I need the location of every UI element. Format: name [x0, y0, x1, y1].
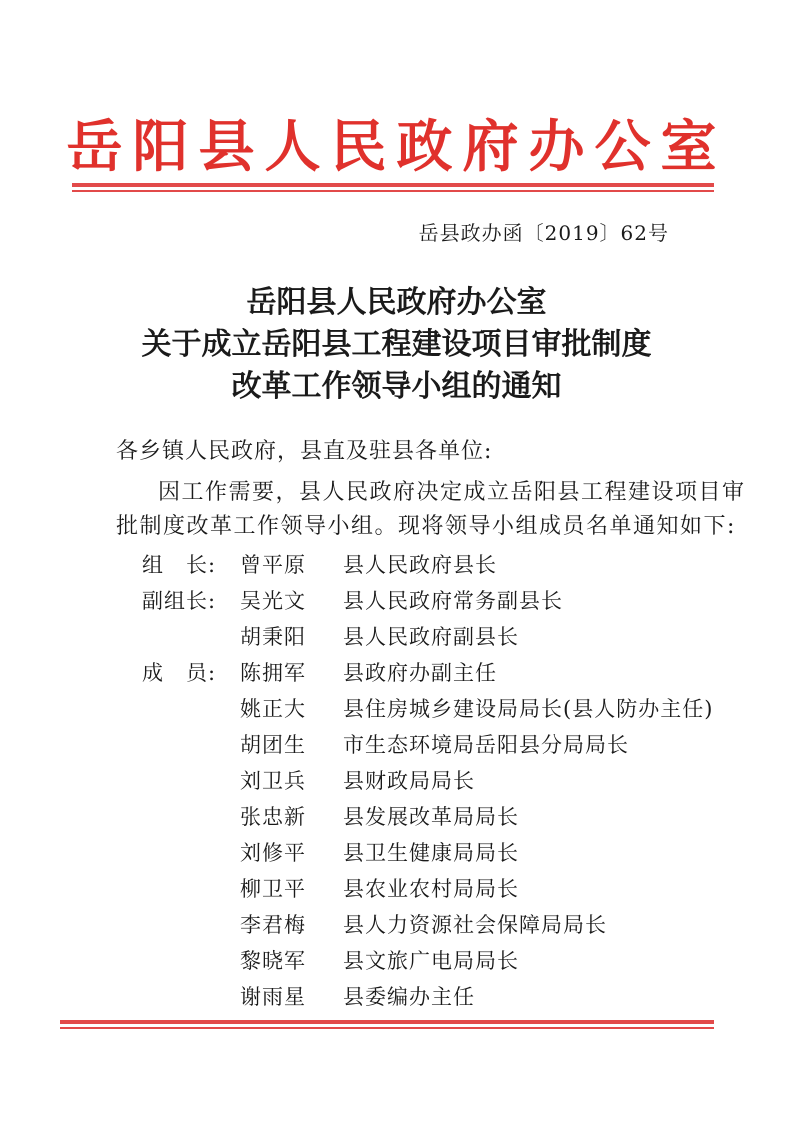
member-name: 刘修平 — [240, 841, 306, 865]
member-role: 组 长: — [142, 553, 217, 577]
member-title: 县政府办副主任 — [343, 661, 497, 685]
member-name: 胡团生 — [240, 733, 306, 757]
title-line-2: 关于成立岳阳县工程建设项目审批制度 — [141, 327, 652, 362]
member-row — [0, 621, 793, 657]
member-name: 胡秉阳 — [240, 625, 306, 649]
member-name: 谢雨星 — [240, 985, 306, 1009]
title-line-3: 改革工作领导小组的通知 — [231, 369, 562, 404]
member-row — [0, 657, 793, 693]
member-role: 副组长: — [142, 589, 217, 613]
member-row — [0, 729, 793, 765]
member-title: 县人民政府常务副县长 — [343, 589, 563, 613]
member-name: 李君梅 — [240, 913, 306, 937]
member-name: 张忠新 — [240, 805, 306, 829]
member-row — [0, 801, 793, 837]
member-title: 县农业农村局局长 — [343, 877, 519, 901]
member-row — [0, 981, 793, 1017]
member-title: 县发展改革局局长 — [343, 805, 519, 829]
member-title: 县委编办主任 — [343, 985, 475, 1009]
member-name: 黎晓军 — [240, 949, 306, 973]
member-title: 县卫生健康局局长 — [343, 841, 519, 865]
member-title: 县人民政府副县长 — [343, 625, 519, 649]
member-title: 县文旅广电局局长 — [343, 949, 519, 973]
document-number: 岳县政办函〔2019〕62号 — [418, 221, 669, 245]
member-name: 柳卫平 — [240, 877, 306, 901]
member-title: 县人民政府县长 — [343, 553, 497, 577]
body-line-2: 批制度改革工作领导小组。现将领导小组成员名单通知如下: — [116, 514, 736, 539]
member-row — [0, 585, 793, 621]
masthead-rule-thick — [72, 183, 714, 187]
member-row — [0, 765, 793, 801]
member-row — [0, 909, 793, 945]
member-title: 县住房城乡建设局局长(县人防办主任) — [343, 697, 714, 721]
member-name: 吴光文 — [240, 589, 306, 613]
salutation: 各乡镇人民政府，县直及驻县各单位: — [116, 439, 493, 464]
member-title: 县人力资源社会保障局局长 — [343, 913, 607, 937]
member-name: 陈拥军 — [240, 661, 306, 685]
member-row — [0, 873, 793, 909]
body-line-1: 因工作需要，县人民政府决定成立岳阳县工程建设项目审 — [158, 480, 746, 505]
member-title: 市生态环境局岳阳县分局局长 — [343, 733, 629, 757]
footer-rule-thin — [60, 1027, 714, 1029]
member-row — [0, 693, 793, 729]
member-name: 姚正大 — [240, 697, 306, 721]
footer-rule-thick — [60, 1020, 714, 1024]
member-role: 成 员: — [142, 661, 217, 685]
member-row — [0, 837, 793, 873]
member-name: 曾平原 — [240, 553, 306, 577]
masthead: 岳阳县人民政府办公室 — [66, 114, 727, 180]
member-row — [0, 945, 793, 981]
member-name: 刘卫兵 — [240, 769, 306, 793]
member-title: 县财政局局长 — [343, 769, 475, 793]
masthead-rule-thin — [72, 190, 714, 192]
member-row — [0, 549, 793, 585]
title-line-1: 岳阳县人民政府办公室 — [246, 285, 547, 320]
